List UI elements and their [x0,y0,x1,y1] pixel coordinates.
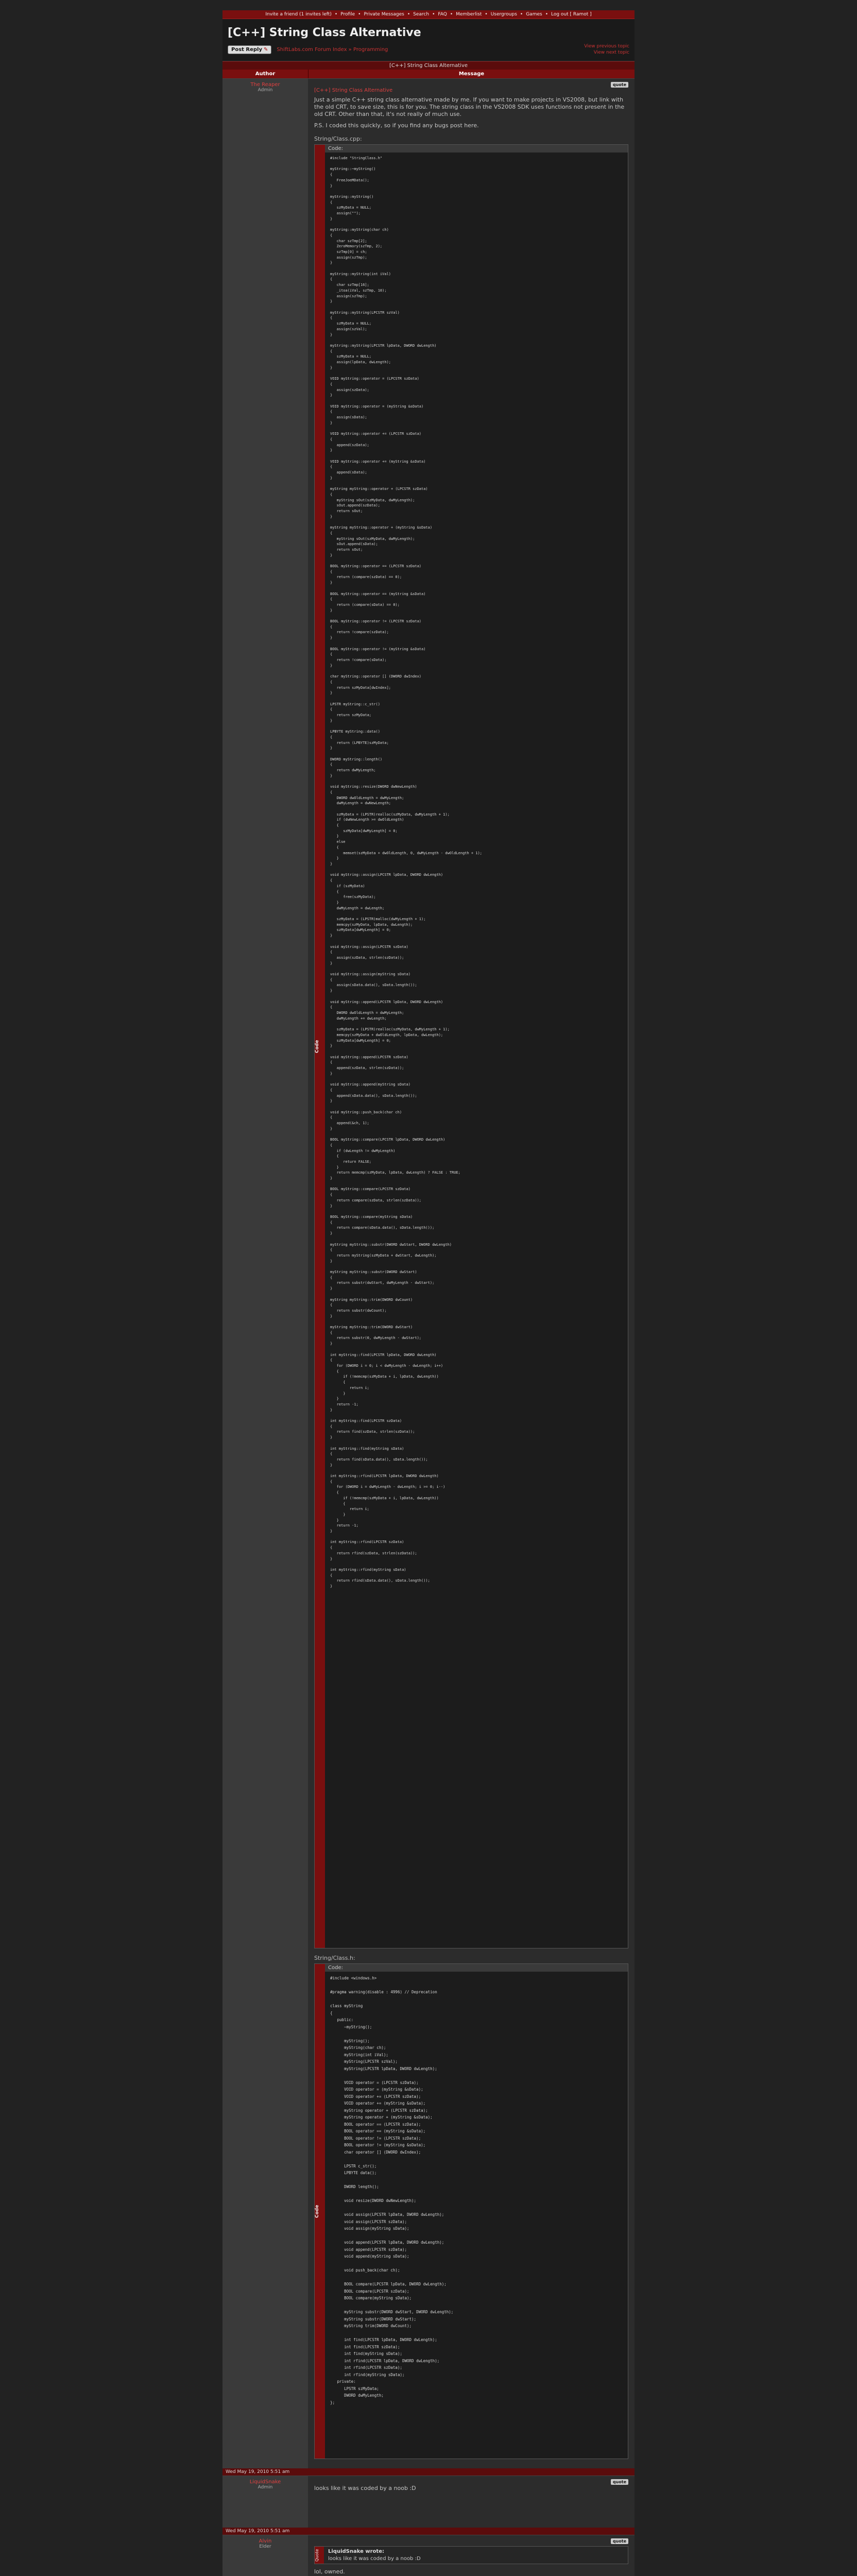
author-column-header: Author [222,70,308,78]
post [222,78,635,2468]
thread-bar: [C++] String Class Alternative [222,61,635,70]
post-author [222,79,308,2468]
separator: • [545,12,548,17]
post-footer [222,2528,635,2535]
header [222,19,635,61]
quote-button[interactable]: quote [611,2538,628,2544]
top-nav-link[interactable]: Usergroups [490,12,517,17]
code-block [314,1963,628,2459]
message-column-header: Message [458,71,485,77]
code-caption: Code: [325,1964,628,1972]
post [222,2535,635,2576]
post [222,2476,635,2528]
post-text: lol, owned. [314,2568,345,2575]
post-text: P.S. I coded this quickly, so if you find any bugs post here. [314,122,479,129]
post-reply-label: Post Reply [231,46,262,53]
separator: • [520,12,523,17]
post-author [222,2476,308,2528]
top-nav-link[interactable]: Log out [ Ramot ] [551,12,592,17]
quote-author: LiquidSnake wrote: [328,2549,384,2554]
post-body [308,2476,635,2528]
top-nav [222,10,635,19]
code-label: Code [315,145,325,1948]
quote-block [314,2546,628,2564]
next-topic-link[interactable]: View next topic [593,50,629,55]
page-title: [C++] String Class Alternative [228,26,421,39]
separator: • [407,12,410,17]
quote-button[interactable]: quote [611,82,628,88]
top-nav-link[interactable]: FAQ [438,12,447,17]
code-block [314,144,628,1948]
top-nav-link[interactable]: Private Messages [364,12,404,17]
author-name[interactable]: The Reaper [250,82,280,88]
nav-row [228,43,629,56]
post-author [222,2535,308,2576]
quote-text: looks like it was coded by a noob :D [328,2556,421,2562]
author-rank: Elder [259,2544,271,2549]
top-nav-link[interactable]: Games [526,12,542,17]
post-body [308,2535,635,2576]
separator: • [358,12,361,17]
topic-nav [584,43,629,56]
forum-page [222,10,635,2576]
separator: • [334,12,338,17]
code-content[interactable]: #include "StringClass.h" myString::~myString() { FreeJoeMData(); } myString::myString() { szMyData = NULL; assign(""); } myString::myString(char ch) { char szTmp[2]; ZeroMemory(szTmp, 2); szTmp[0] = ch; assign(szTmp); } myString::myString(int iVal) { char szTmp[16]; _itoa(iVal, szTmp, 10); assign(szTmp); } myString::myString(LPCSTR szVal) { szMyData = NULL; assign(szVal); } myString::myString(LPCSTR lpData, DWORD dwLength) { szMyData = NULL; assign(lpData, dwLength); } VOID myString::operator = (LPCSTR szData) { assign(szData); } VOID myString::operator = (myString &sData) { assign(sData); } VOID myString::operator += (LPCSTR szData) { append(szData); } VOID myString::operator += (myString &sData) { append(sData); } myString myString::operator + (LPCSTR szData) { myString sOut(szMyData, dwMyLength); sOut.append(szData); return sOut; } myString myString::operator + (myString &sData) { myString sOut(szMyData, dwMyLength); sOut.append(sData); return sOut; } BOOL myString::operator == (LPCSTR szData) { return (compare(szData) == 0); } BOOL myString::operator == (myString &sData) { return (compare(sData) == 0); } BOOL myString::operator != (LPCSTR szData) { return !compare(szData); } BOOL myString::operator != (myString &sData) { return !compare(sData); } char myString::operator [] (DWORD dwIndex) { return szMyData[dwIndex]; } LPSTR myString::c_str() { return szMyData; } LPBYTE myString::data() { return (LPBYTE)szMyData; } DWORD myString::length() { return dwMyLength; } void myString::resize(DWORD dwNewLength) { DWORD dwOldLength = dwMyLength; dwMyLength = dwNewLength; szMyData = (LPSTR)realloc(szMyData, dwMyLength + 1); if (dwNewLength >= dwOldLength) { szMyData[dwMyLength] = 0; } else { memset(szMyData + dwOldLength, 0, dwMyLength - dwOldLength + 1); } } void myString::assign(LPCSTR lpData, DWORD dwLength) { if (szMyData) { free(szMyData); } dwMyLength = dwLength; szMyData = (LPSTR)malloc(dwMyLength + 1); memcpy(szMyData, lpData, dwLength); szMyData[dwMyLength] = 0; } void myString::assign(LPCSTR szData) { assign(szData, strlen(szData)); } void myString::assign(myString sData) { assign(sData.data(), sData.length()); } void myString::append(LPCSTR lpData, DWORD dwLength) { DWORD dwOldLength = dwMyLength; dwMyLength += dwLength; szMyData = (LPSTR)realloc(szMyData, dwMyLength + 1); memcpy(szMyData + dwOldLength, lpData, dwLength); szMyData[dwMyLength] = 0; } void myString::append(LPCSTR szData) { append(szData, strlen(szData)); } void myString::append(myString sData) { append(sData.data(), sData.length()); } void myString::push_back(char ch) { append(&ch, 1); } BOOL myString::compare(LPCSTR lpData, DWORD dwLength) { if (dwLength != dwMyLength) { return FALSE; } return memcmp(szMyData, lpData, dwLength) ? FALSE : TRUE; } BOOL myString::compare(LPCSTR szData) { return compare(szData, strlen(szData)); } BOOL myString::compare(myString sData) { return compare(sData.data(), sData.length()); } myString myString::substr(DWORD dwStart, DWORD dwLength) { return myString(szMyData + dwStart, dwLength); } myString myString::substr(DWORD dwStart) { return substr(dwStart, dwMyLength - dwStart); } myString myString::trim(DWORD dwCount) { return substr(dwCount); } myString myString::trim(DWORD dwStart) { return substr(0, dwMyLength - dwStart); } int myString::find(LPCSTR lpData, DWORD dwLength) { for (DWORD i = 0; i < dwMyLength - dwLength; i++) { if (!memcmp(szMyData + i, lpData, dwLength)) { return i; } } return -1; } int myString::find(LPCSTR szData) { return find(szData, strlen(szData)); } int myString::find(myString sData) { return find(sData.data(), sData.length()); } int myString::rfind(LPCSTR lpData, DWORD dwLength) { for (DWORD i = dwMyLength - dwLength; i >= 0; i--) { if (!memcmp(szMyData + i, lpData, dwLength)) { return i; } } return -1; } int myString::rfind(LPCSTR szData) { return rfind(szData, strlen(szData)); } int myString::rfind(myString sData) { return rfind(sData.data(), sData.length()); } [330,156,483,1589]
code-content[interactable]: #include <windows.h> #pragma warning(disable : 4996) // Deprecation class myString { public: ~myString(); myString(); myString(char ch); myString(int iVal); myString(LPCSTR szVal); myString(LPCSTR lpData, DWORD dwLength); VOID operator = (LPCSTR szData); VOID operator = (myString &sData); VOID operator += (LPCSTR szData); VOID operator += (myString &sData); myString operator + (LPCSTR szData); myString operator + (myString &sData); BOOL operator == (LPCSTR szData); BOOL operator == (myString &sData); BOOL operator != (LPCSTR szData); BOOL operator != (myString &sData); char operator [] (DWORD dwIndex); LPSTR c_str(); LPBYTE data(); DWORD length(); void resize(DWORD dwNewLength); void assign(LPCSTR lpData, DWORD dwLength); void assign(LPCSTR szData); void assign(myString sData); void append(LPCSTR lpData, DWORD dwLength); void append(LPCSTR szData); void append(myString sData); void push_back(char ch); BOOL compare(LPCSTR lpData, DWORD dwLength); BOOL compare(LPCSTR szData); BOOL compare(myString sData); myString substr(DWORD dwStart, DWORD dwLength); myString substr(DWORD dwStart); myString trim(DWORD dwCount); int find(LPCSTR lpData, DWORD dwLength); int find(LPCSTR szData); int find(myString sData); int rfind(LPCSTR lpData, DWORD dwLength); int rfind(LPCSTR szData); int rfind(myString sData); private: LPSTR szMyData; DWORD dwMyLength; }; [330,1976,454,2405]
prev-topic-link[interactable]: View previous topic [584,44,629,49]
separator: • [432,12,435,17]
separator: • [485,12,488,17]
post-footer [222,2468,635,2476]
breadcrumb[interactable]: ShiftLabs.com Forum Index » Programming [277,46,388,53]
post-time: Wed May 19, 2010 5:51 am [226,2529,290,2534]
post-time: Wed May 19, 2010 5:51 am [226,2469,290,2475]
author-rank: Admin [258,2485,273,2490]
post-reply-button[interactable] [228,45,271,54]
quote-button[interactable]: quote [611,2479,628,2485]
file-caption: String/Class.h: [314,1955,355,1961]
author-name[interactable]: LiquidSnake [249,2479,281,2485]
post-body [308,79,635,2468]
top-nav-link[interactable]: Memberlist [456,12,482,17]
post-subject: [C++] String Class Alternative [314,88,393,93]
top-nav-link[interactable]: Profile [340,12,355,17]
file-caption: String/Class.cpp: [314,135,362,142]
post-text: looks like it was coded by a noob :D [314,2485,416,2492]
top-nav-link[interactable]: Search [413,12,430,17]
quote-label: Quote [315,2547,324,2564]
separator: • [450,12,453,17]
column-headers [222,70,635,78]
top-nav-link[interactable]: Invite a friend (1 invites left) [265,12,332,17]
code-caption: Code: [325,145,628,152]
post-text: Just a simple C++ string class alternative made by me. If you want to make projects in VS2008, but link with the old CRT, to save size, this is for you. The string class in the VS2008 SDK uses functions not present in the old CRT. Other than that, it's not really of much use. [314,96,625,117]
author-rank: Admin [258,88,273,93]
reply-icon: ✎ [264,46,268,53]
code-label: Code [315,1964,325,2459]
author-name[interactable]: Alvin [259,2538,272,2544]
